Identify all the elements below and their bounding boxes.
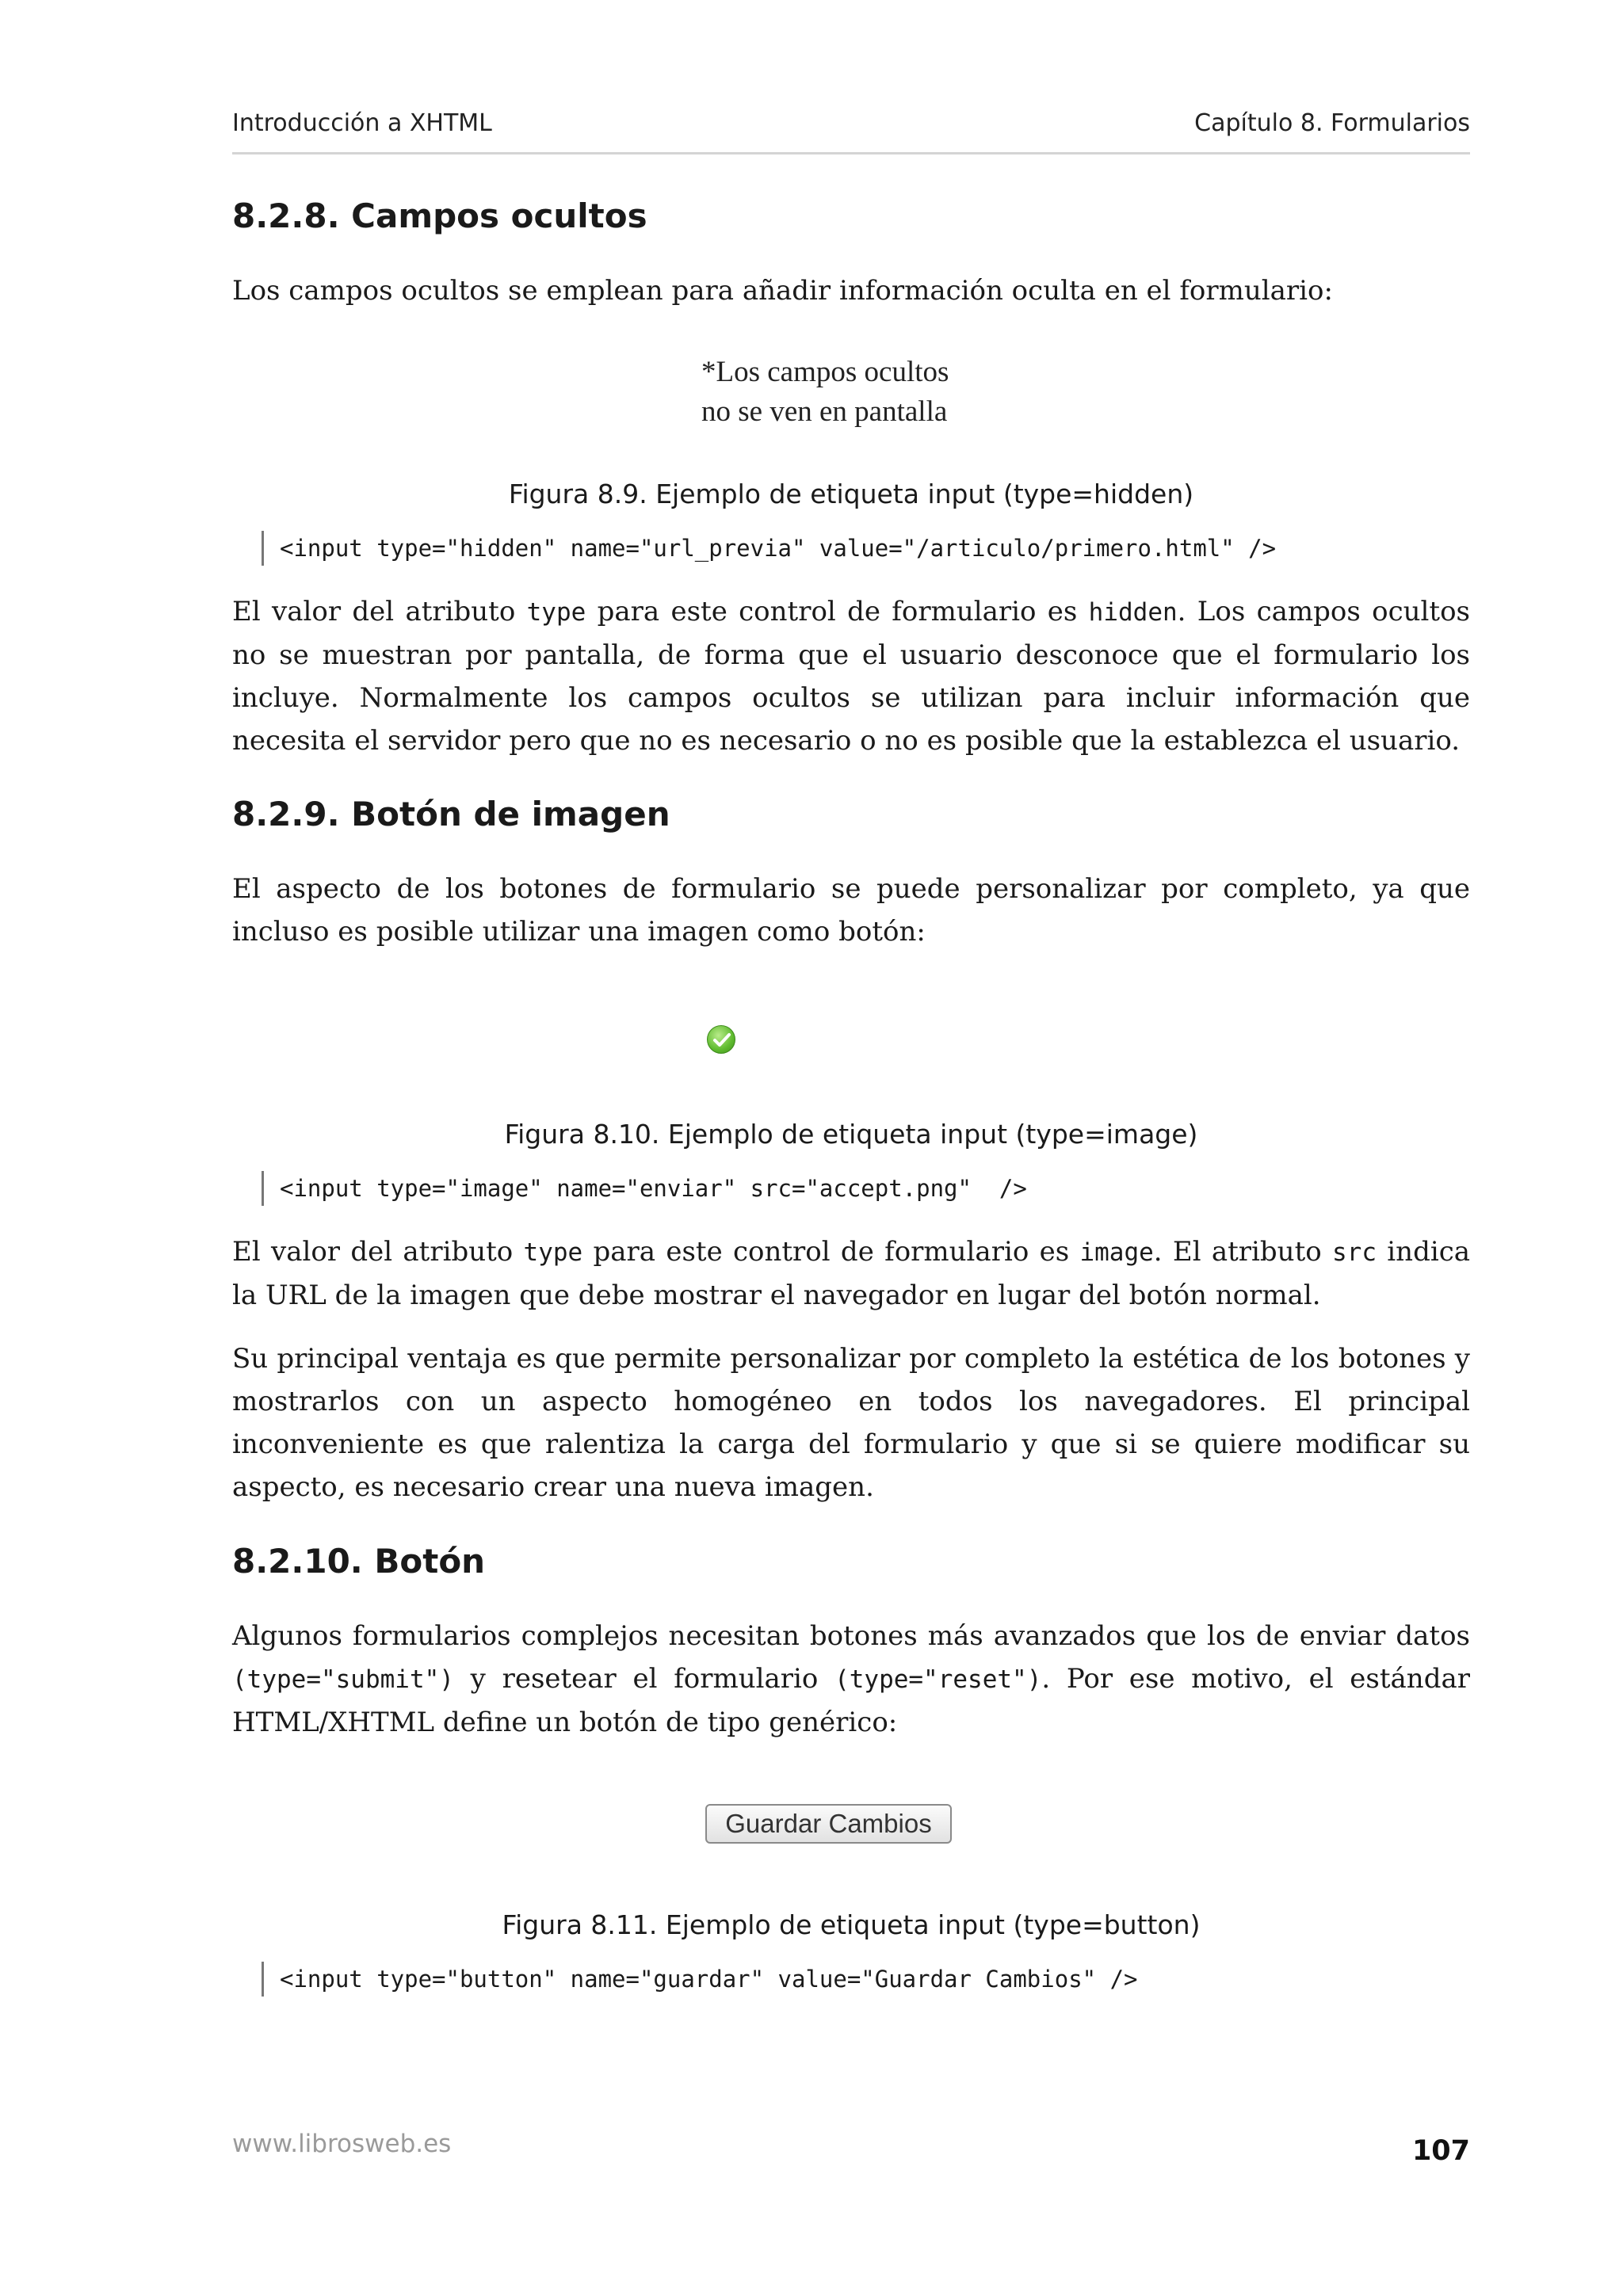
code-example: <input type="hidden" name="url_previa" value="/articulo/primero.html" /> (262, 531, 1470, 566)
inline-code: src (1332, 1238, 1377, 1267)
inline-code: type (523, 1238, 583, 1267)
code-example: <input type="image" name="enviar" src="accept.png" /> (262, 1171, 1470, 1206)
page-header (232, 109, 1470, 154)
inline-code: hidden (1088, 598, 1178, 627)
chapter-title: Capítulo 8. Formularios (1194, 109, 1470, 137)
section-heading-image-button: 8.2.9. Botón de imagen (232, 795, 670, 833)
paragraph: Su principal ventaja es que permite personalizar por completo la estética de los botones y mostrarlos con un aspecto homogéneo en todos los navegadores. El principal inconveniente es que ralentiza la carga del formulario y que si se quiere modificar su aspecto, es necesario crear una nueva imagen. (232, 1343, 1470, 1503)
figure-caption: Figura 8.11. Ejemplo de etiqueta input (type=button) (502, 1909, 1201, 1940)
figure-caption: Figura 8.9. Ejemplo de etiqueta input (type=hidden) (508, 479, 1194, 509)
footer-site: www.librosweb.es (232, 2130, 452, 2158)
paragraph: El valor del atributo type para este control de formulario es hidden. Los campos ocultos no se muestran por pantalla, de forma que el usuario desconoce que el formulario los incluye. Normalmente los campos ocultos se utilizan para incluir información que necesita el servidor pero que no es necesario o no es posible que la establezca el usuario. (232, 596, 1470, 757)
inline-code: (type="submit") (232, 1665, 454, 1694)
guardar-cambios-button[interactable]: Guardar Cambios (705, 1804, 952, 1844)
page-number: 107 (1411, 2135, 1470, 2167)
figure-caption: Figura 8.10. Ejemplo de etiqueta input (type=image) (504, 1119, 1198, 1150)
book-title: Introducción a XHTML (232, 109, 492, 137)
inline-code: (type="reset") (834, 1665, 1042, 1694)
section-heading-hidden: 8.2.8. Campos ocultos (232, 196, 647, 235)
inline-code: image (1079, 1238, 1154, 1267)
accept-check-icon[interactable] (707, 1025, 735, 1054)
paragraph: Algunos formularios complejos necesitan botones más avanzados que los de enviar datos (type="submit") y resetear el formulario (type="reset"). Por ese motivo, el estándar HTML/XHTML define un botón de tipo genérico: (232, 1620, 1470, 1738)
figure-line: no se ven en pantalla (701, 395, 948, 428)
code-example: <input type="button" name="guardar" value="Guardar Cambios" /> (262, 1962, 1470, 1997)
section-intro-image-button: El aspecto de los botones de formulario se puede personalizar por completo, ya que incluso es posible utilizar una imagen como botón: (232, 873, 1470, 948)
section-intro-hidden: Los campos ocultos se emplean para añadir información oculta en el formulario: (232, 275, 1333, 307)
figure-line: *Los campos ocultos (701, 356, 949, 388)
inline-code: type (526, 598, 586, 627)
paragraph: El valor del atributo type para este control de formulario es image. El atributo src indica la URL de la imagen que debe mostrar el navegador en lugar del botón normal. (232, 1236, 1471, 1311)
section-heading-button: 8.2.10. Botón (232, 1542, 486, 1581)
figure-hidden-fields (701, 353, 949, 432)
